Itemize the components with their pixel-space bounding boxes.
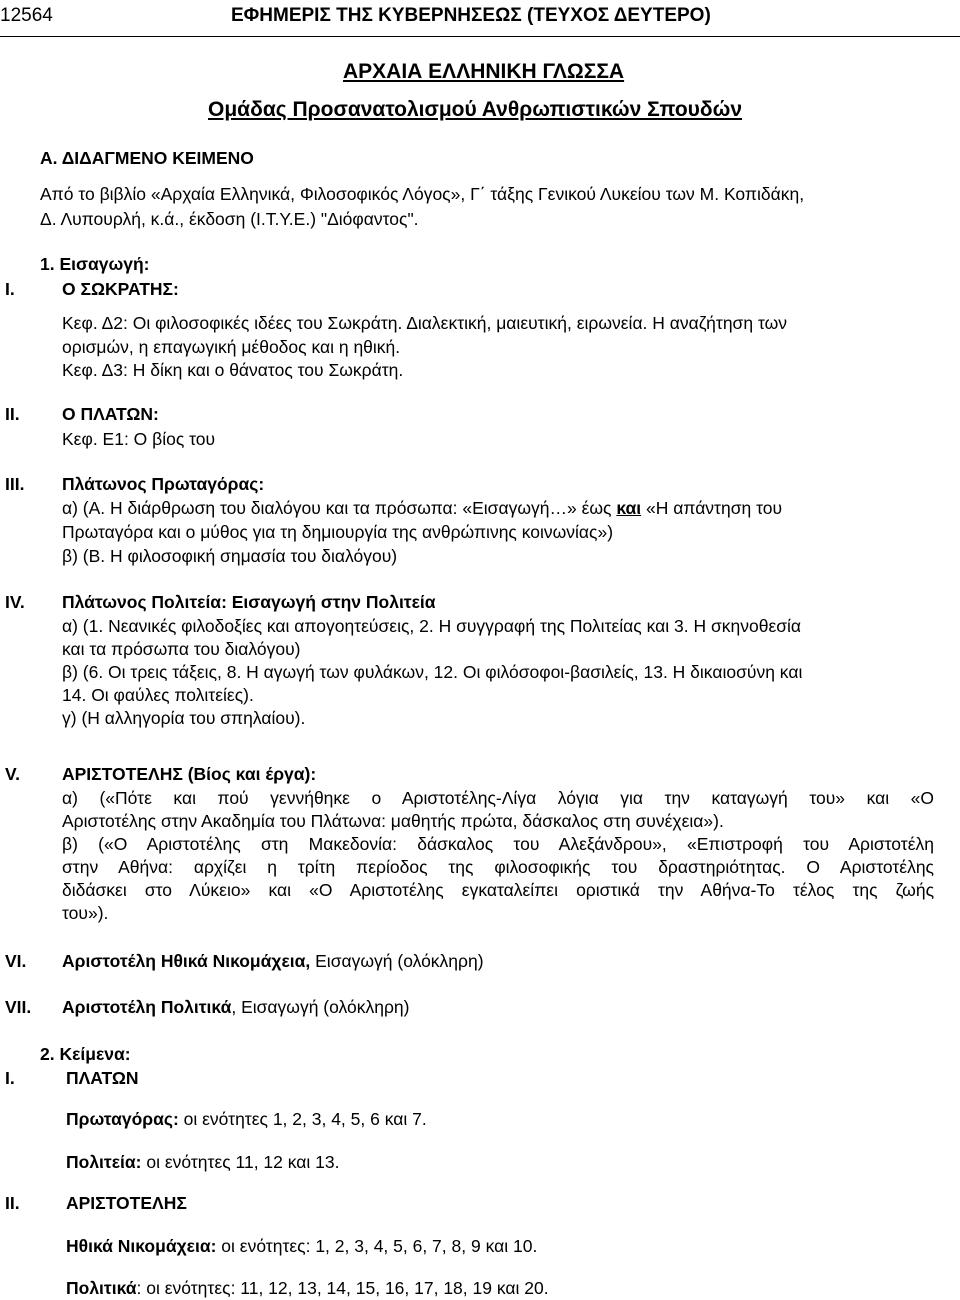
ethics-title: Αριστοτέλη Ηθικά Νικομάχεια, bbox=[62, 951, 311, 971]
aristotle-line-5: διδάσκει στο Λύκειο» και «Ο Αριστοτέλης εγκαταλείπει οριστικά την Αθήνα-Το τέλος της ζωής bbox=[62, 880, 934, 900]
politeia-line-5: γ) (Η αλληγορία του σπηλαίου). bbox=[62, 708, 306, 728]
texts-politics-label: Πολιτικά bbox=[66, 1278, 137, 1298]
numeral-7: VII. bbox=[5, 997, 32, 1017]
aristotle-line-6: του»). bbox=[62, 903, 109, 923]
protagoras-line-1b: «Η απάντηση του bbox=[641, 498, 783, 518]
socrates-line-3: Κεφ. Δ3: Η δίκη και ο θάνατος του Σωκράτη. bbox=[62, 360, 404, 380]
texts-protagoras-label: Πρωταγόρας: bbox=[66, 1109, 179, 1129]
texts-politeia-line bbox=[66, 1151, 340, 1174]
aristotle-line-1: α) («Πότε και πού γεννήθηκε ο Αριστοτέλης-Λίγα λόγια για την καταγωγή του» και «Ο bbox=[62, 788, 934, 808]
protagoras-line-2: Πρωταγόρα και ο μύθος για τη δημιουργία της ανθρώπινης κοινωνίας») bbox=[62, 522, 614, 542]
politics-title: Αριστοτέλη Πολιτικά bbox=[62, 997, 232, 1017]
numeral-1: Ι. bbox=[5, 279, 15, 299]
platon-title: Ο ΠΛΑΤΩΝ: bbox=[62, 404, 159, 424]
header-rule bbox=[0, 36, 960, 37]
texts-politeia-value: οι ενότητες 11, 12 και 13. bbox=[141, 1152, 340, 1172]
politics-rest: , Εισαγωγή (ολόκληρη) bbox=[231, 997, 410, 1017]
section-a-heading: Α. ΔΙΔΑΓΜΕΝΟ ΚΕΙΜΕΝΟ bbox=[40, 148, 254, 168]
gazette-title: ΕΦΗΜΕΡΙΣ ΤΗΣ ΚΥΒΕΡΝΗΣΕΩΣ (ΤΕΥΧΟΣ ΔΕΥΤΕΡΟ) bbox=[231, 5, 711, 26]
numeral-2: ΙΙ. bbox=[5, 404, 20, 424]
protagoras-line-1a: α) (Α. Η διάρθρωση του διαλόγου και τα πρόσωπα: «Εισαγωγή…» έως bbox=[62, 498, 617, 518]
texts-politics-value: : οι ενότητες: 11, 12, 13, 14, 15, 16, 17, 18, 19 και 20. bbox=[136, 1278, 549, 1298]
texts-politics-line bbox=[66, 1277, 549, 1300]
ethics-line bbox=[62, 950, 484, 973]
politeia-line-4: 14. Οι φαύλες πολιτείες). bbox=[62, 685, 254, 705]
socrates-line-2: ορισμών, η επαγωγική μέθοδος και η ηθική. bbox=[62, 337, 401, 357]
protagoras-line-1 bbox=[62, 497, 782, 520]
texts-heading: 2. Κείμενα: bbox=[40, 1044, 131, 1064]
politeia-line-2: και τα πρόσωπα του διαλόγου) bbox=[62, 639, 301, 659]
page-number: 12564 bbox=[0, 5, 53, 26]
texts-numeral-1: Ι. bbox=[5, 1068, 15, 1088]
numeral-4: IV. bbox=[5, 592, 25, 612]
politics-line bbox=[62, 996, 410, 1019]
texts-ethics-line bbox=[66, 1235, 537, 1258]
texts-platon-title: ΠΛΑΤΩΝ bbox=[66, 1068, 139, 1088]
politeia-line-1: α) (1. Νεανικές φιλοδοξίες και απογοητεύσεις, 2. Η συγγραφή της Πολιτείας και 3. Η σκηνοθεσία bbox=[62, 616, 802, 636]
group-title: Ομάδας Προσανατολισμού Ανθρωπιστικών Σπουδών bbox=[208, 98, 743, 121]
subject-title: ΑΡΧΑΙΑ ΕΛΛΗΝΙΚΗ ΓΛΩΣΣΑ bbox=[343, 60, 625, 83]
intro-heading: 1. Εισαγωγή: bbox=[40, 254, 150, 274]
aristotle-life-title: ΑΡΙΣΤΟΤΕΛΗΣ (Βίος και έργα): bbox=[62, 764, 317, 784]
politeia-title: Πλάτωνος Πολιτεία: Εισαγωγή στην Πολιτεία bbox=[62, 592, 436, 612]
texts-protagoras-line bbox=[66, 1108, 427, 1131]
aristotle-line-2: Αριστοτέλης στην Ακαδημία του Πλάτωνα: μαθητής πρώτα, δάσκαλος στη συνέχεια»). bbox=[62, 811, 724, 831]
texts-numeral-2: ΙΙ. bbox=[5, 1193, 20, 1213]
socrates-line-1: Κεφ. Δ2: Οι φιλοσοφικές ιδέες του Σωκράτη. Διαλεκτική, μαιευτική, ειρωνεία. Η αναζήτηση των bbox=[62, 313, 788, 333]
numeral-3: ΙΙΙ. bbox=[5, 474, 25, 494]
protagoras-line-3: β) (Β. Η φιλοσοφική σημασία του διαλόγου) bbox=[62, 546, 398, 566]
source-line-1: Από το βιβλίο «Αρχαία Ελληνικά, Φιλοσοφικός Λόγος», Γ΄ τάξης Γενικού Λυκείου των Μ. Κοπιδάκη, bbox=[40, 184, 805, 204]
page-header bbox=[0, 2, 960, 32]
texts-ethics-value: οι ενότητες: 1, 2, 3, 4, 5, 6, 7, 8, 9 και 10. bbox=[216, 1236, 538, 1256]
protagoras-line-1-underlined: και bbox=[616, 498, 642, 518]
platon-line-1: Κεφ. Ε1: Ο βίος του bbox=[62, 429, 216, 449]
texts-ethics-label: Ηθικά Νικομάχεια: bbox=[66, 1236, 217, 1256]
texts-politeia-label: Πολιτεία: bbox=[66, 1152, 142, 1172]
numeral-6: VI. bbox=[5, 951, 27, 971]
politeia-line-3: β) (6. Οι τρεις τάξεις, 8. Η αγωγή των φυλάκων, 12. Οι φιλόσοφοι-βασιλείς, 13. Η δικαιοσύνη και bbox=[62, 662, 803, 682]
aristotle-line-4: στην Αθήνα: αρχίζει η τρίτη περίοδος της φιλοσοφικής του δραστηριότητας. Ο Αριστοτέλης bbox=[62, 857, 934, 877]
texts-protagoras-value: οι ενότητες 1, 2, 3, 4, 5, 6 και 7. bbox=[178, 1109, 427, 1129]
socrates-title: Ο ΣΩΚΡΑΤΗΣ: bbox=[62, 279, 179, 299]
source-line-2: Δ. Λυπουρλή, κ.ά., έκδοση (Ι.Τ.Υ.Ε.) "Διόφαντος". bbox=[40, 209, 419, 229]
numeral-5: V. bbox=[5, 764, 20, 784]
aristotle-line-3: β) («Ο Αριστοτέλης στη Μακεδονία: δάσκαλος του Αλεξάνδρου», «Επιστροφή του Αριστοτέλη bbox=[62, 834, 934, 854]
protagoras-title: Πλάτωνος Πρωταγόρας: bbox=[62, 474, 265, 494]
texts-aristotle-title: ΑΡΙΣΤΟΤΕΛΗΣ bbox=[66, 1193, 187, 1213]
ethics-rest: Εισαγωγή (ολόκληρη) bbox=[310, 951, 484, 971]
